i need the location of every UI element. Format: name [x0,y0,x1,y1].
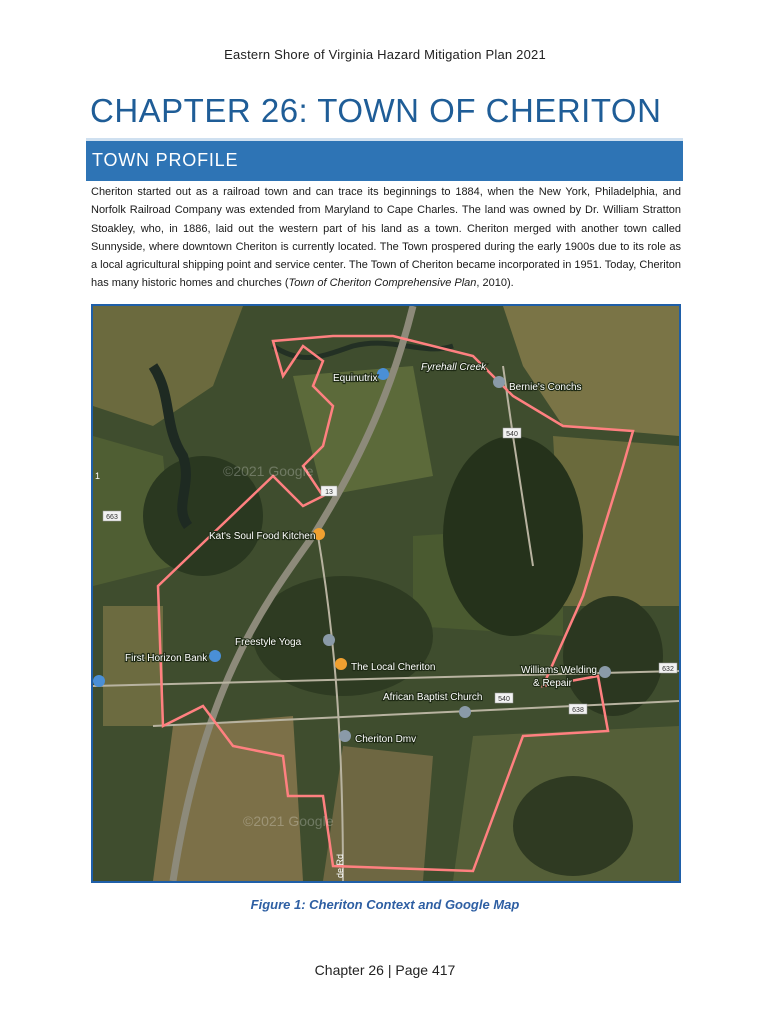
map-watermark: ©2021 Google [223,463,314,479]
place-pin-icon [493,376,505,388]
body-paragraph [91,183,681,293]
place-label-church: African Baptist Church [383,692,483,703]
road-badge-638 [569,704,587,714]
section-heading: TOWN PROFILE [92,150,239,170]
svg-text:540: 540 [498,696,510,703]
svg-text:632: 632 [662,666,674,673]
place-label-welding-2: & Repair [533,678,572,689]
edge-label-road: de Rd [335,853,345,878]
chapter-title: CHAPTER 26: TOWN OF CHERITON [90,92,662,129]
svg-text:663: 663 [106,514,118,521]
road-badge-663 [103,511,121,521]
church-pin-icon [459,706,471,718]
svg-text:540: 540 [506,431,518,438]
satellite-map [93,306,679,881]
place-label-bank: First Horizon Bank [125,653,208,664]
paragraph-text-1: Cheriton started out as a railroad town and can trace its beginnings to 1884, when the New York, Philadelphia, and Norfolk Railroad Company was extended from Maryland to Cape Charles. The land was owned by Dr. William Stratton Stoakley, who, in 1886, laid out the western part of his land as a town. Cheriton merged with another town called Sunnyside, where downtown Cheriton is currently located. The Town prospered during the early 1900s due to its role as a local agricultural shipping point and service center. The Town of Cheriton became incorporated in 1951. Today, Cheriton has many historic homes and churches ( [91,186,681,290]
place-pin-icon[interactable] [93,675,105,687]
place-label-welding: Williams Welding [521,665,597,676]
map-watermark: ©2021 Google [243,813,334,829]
svg-text:13: 13 [325,489,333,496]
figure-caption: Figure 1: Cheriton Context and Google Map [250,897,520,912]
forest [443,436,583,636]
section-banner [86,138,683,181]
place-label-dmv: Cheriton Dmv [355,734,417,745]
place-pin-icon [323,634,335,646]
road-badge-13 [321,486,337,496]
field [103,606,163,726]
running-header: Eastern Shore of Virginia Hazard Mitigation Plan 2021 [224,47,546,62]
forest [513,776,633,876]
shopping-pin-icon [377,368,389,380]
place-label-local: The Local Cheriton [351,662,436,673]
place-pin-icon [599,666,611,678]
citation-italic: Town of Cheriton Comprehensive Plan [288,277,477,290]
page-footer: Chapter 26 | Page 417 [314,962,456,978]
road-badge-540-south [495,693,513,703]
paragraph-text-2: , 2010). [476,277,514,290]
government-pin-icon [339,730,351,742]
map-figure [91,304,681,883]
forest [563,596,663,716]
pin-first-horizon-bank[interactable] [125,650,221,664]
creek-label: Fyrehall Creek [421,362,487,373]
svg-text:638: 638 [572,707,584,714]
road-badge-632 [659,663,677,673]
pin-kats-soul-food[interactable] [209,528,325,542]
road-badge-540-north [503,428,521,438]
place-label-kats: Kat's Soul Food Kitchen [209,531,316,542]
restaurant-pin-icon [335,658,347,670]
place-label-yoga: Freestyle Yoga [235,637,302,648]
bank-pin-icon [209,650,221,662]
place-label-bernies: Bernie's Conchs [509,382,582,393]
edge-label: 1 [95,471,101,481]
place-label-equinutrix: Equinutrix [333,373,378,384]
